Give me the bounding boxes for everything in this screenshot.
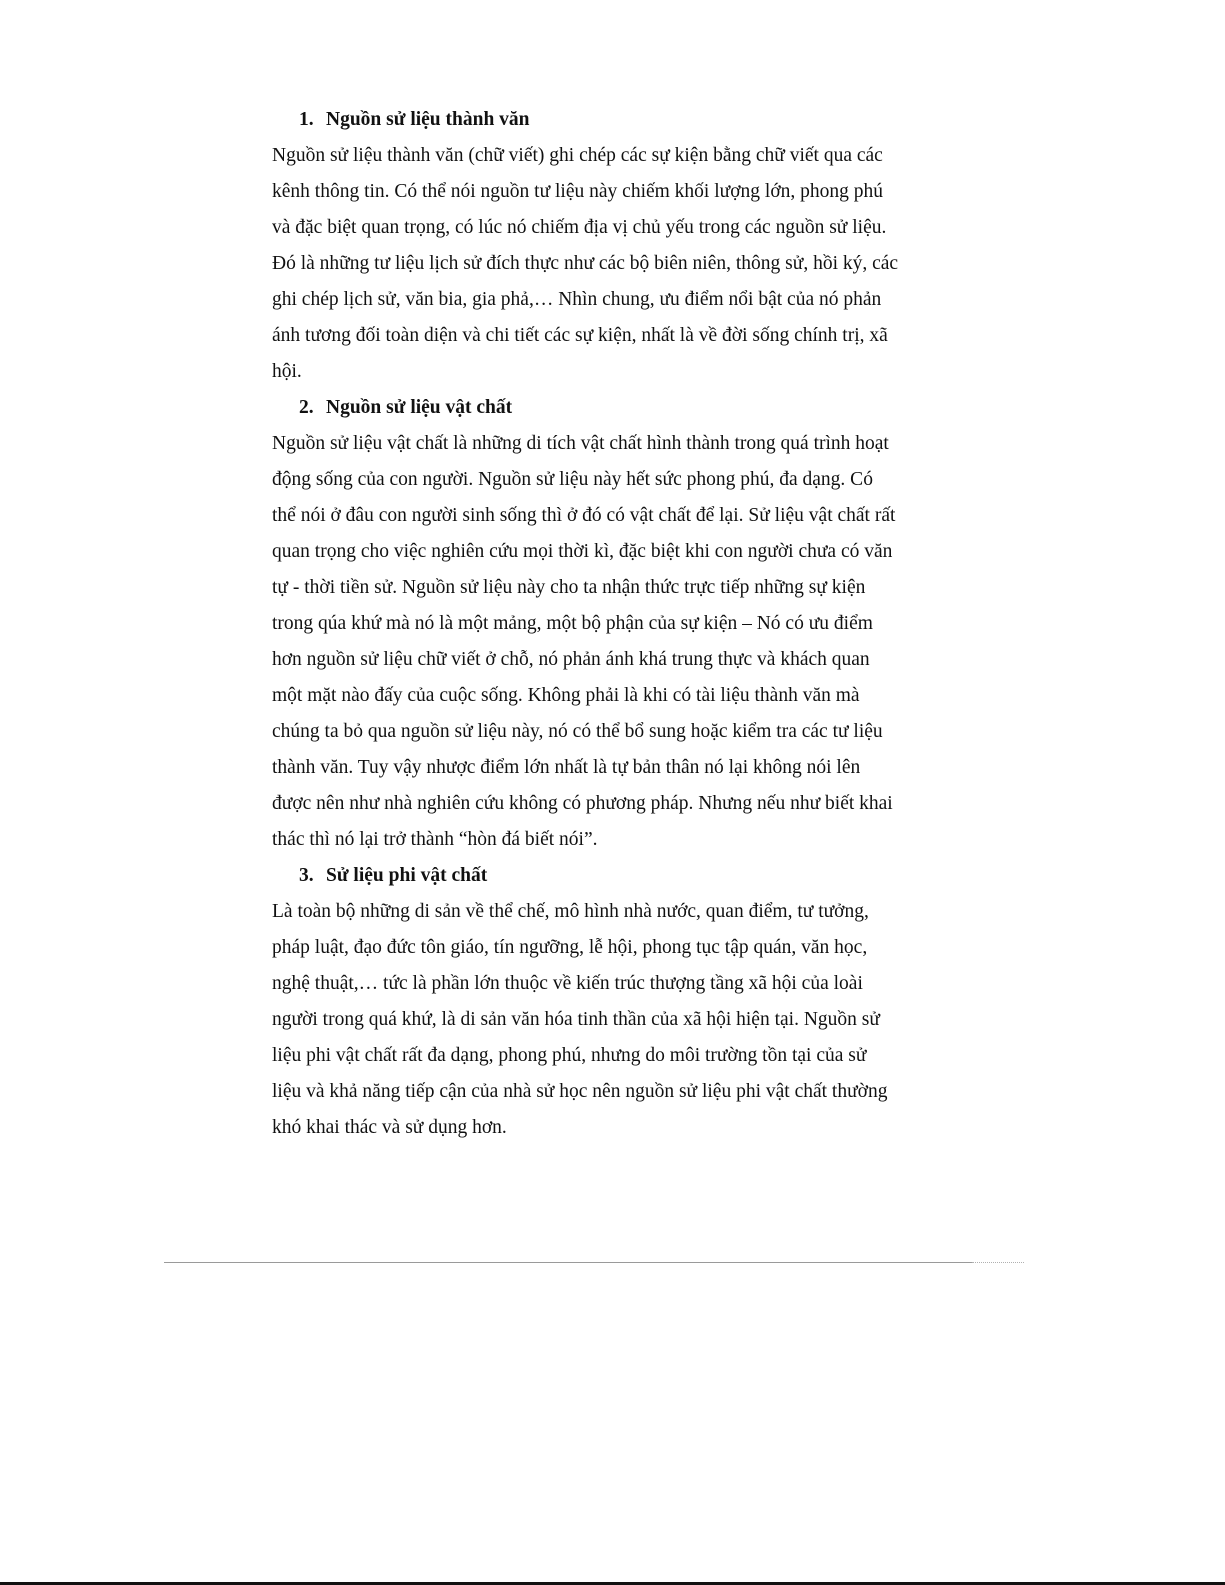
text-line: thành văn. Tuy vậy nhược điểm lớn nhất là tự bản thân nó lại không nói lên xyxy=(272,757,861,778)
text-line: Là toàn bộ những di sản về thể chế, mô hình nhà nước, quan điểm, tư tưởng, xyxy=(272,901,869,922)
section-1-title: Nguồn sử liệu thành văn xyxy=(326,109,530,130)
section-2-title: Nguồn sử liệu vật chất xyxy=(326,397,513,418)
text-line: khó khai thác và sử dụng hơn. xyxy=(272,1117,507,1138)
text-line: liệu và khả năng tiếp cận của nhà sử học nên nguồn sử liệu phi vật chất thường xyxy=(272,1081,888,1102)
section-3-title: Sử liệu phi vật chất xyxy=(326,865,488,886)
text-line: thác thì nó lại trở thành “hòn đá biết nói”. xyxy=(272,829,598,850)
section-3-heading xyxy=(272,858,952,894)
text-line: Đó là những tư liệu lịch sử đích thực như các bộ biên niên, thông sử, hồi ký, các xyxy=(272,253,899,274)
text-line: trong qúa khứ mà nó là một mảng, một bộ phận của sự kiện – Nó có ưu điểm xyxy=(272,613,873,634)
section-3-number: 3. xyxy=(299,865,314,886)
section-1-number: 1. xyxy=(299,109,314,130)
text-line: ghi chép lịch sử, văn bia, gia phả,… Nhìn chung, ưu điểm nổi bật của nó phản xyxy=(272,289,882,310)
section-1-paragraph xyxy=(272,138,952,390)
section-2-heading xyxy=(272,390,952,426)
text-line: quan trọng cho việc nghiên cứu mọi thời kì, đặc biệt khi con người chưa có văn xyxy=(272,541,893,562)
text-line: ánh tương đối toàn diện và chi tiết các sự kiện, nhất là về đời sống chính trị, xã xyxy=(272,325,888,346)
text-line: và đặc biệt quan trọng, có lúc nó chiếm địa vị chủ yếu trong các nguồn sử liệu. xyxy=(272,217,887,238)
text-line: hội. xyxy=(272,361,302,382)
text-line: Nguồn sử liệu vật chất là những di tích vật chất hình thành trong quá trình hoạt xyxy=(272,433,889,454)
text-line: động sống của con người. Nguồn sử liệu này hết sức phong phú, đa dạng. Có xyxy=(272,469,873,490)
text-line: hơn nguồn sử liệu chữ viết ở chỗ, nó phản ánh khá trung thực và khách quan xyxy=(272,649,870,670)
text-line: tự - thời tiền sử. Nguồn sử liệu này cho ta nhận thức trực tiếp những sự kiện xyxy=(272,577,866,598)
text-line: chúng ta bỏ qua nguồn sử liệu này, nó có thể bổ sung hoặc kiểm tra các tư liệu xyxy=(272,721,883,742)
text-line: một mặt nào đấy của cuộc sống. Không phải là khi có tài liệu thành văn mà xyxy=(272,685,860,706)
text-line: nghệ thuật,… tức là phần lớn thuộc về kiến trúc thượng tầng xã hội của loài xyxy=(272,973,863,994)
footer-divider-tail xyxy=(972,1262,1024,1263)
text-line: kênh thông tin. Có thể nói nguồn tư liệu này chiếm khối lượng lớn, phong phú xyxy=(272,181,884,202)
section-3-paragraph xyxy=(272,894,952,1146)
section-1-heading xyxy=(272,102,952,138)
text-line: Nguồn sử liệu thành văn (chữ viết) ghi chép các sự kiện bằng chữ viết qua các xyxy=(272,145,883,166)
text-line: người trong quá khứ, là di sản văn hóa tinh thần của xã hội hiện tại. Nguồn sử xyxy=(272,1009,880,1030)
text-line: được nên như nhà nghiên cứu không có phương pháp. Nhưng nếu như biết khai xyxy=(272,793,893,814)
section-2-paragraph xyxy=(272,426,952,858)
document-body xyxy=(272,102,952,1146)
text-line: pháp luật, đạo đức tôn giáo, tín ngưỡng, lễ hội, phong tục tập quán, văn học, xyxy=(272,937,868,958)
section-2-number: 2. xyxy=(299,397,314,418)
footer-divider xyxy=(164,1262,972,1263)
text-line: liệu phi vật chất rất đa dạng, phong phú, nhưng do môi trường tồn tại của sử xyxy=(272,1045,867,1066)
text-line: thể nói ở đâu con người sinh sống thì ở đó có vật chất để lại. Sử liệu vật chất rất xyxy=(272,505,896,526)
